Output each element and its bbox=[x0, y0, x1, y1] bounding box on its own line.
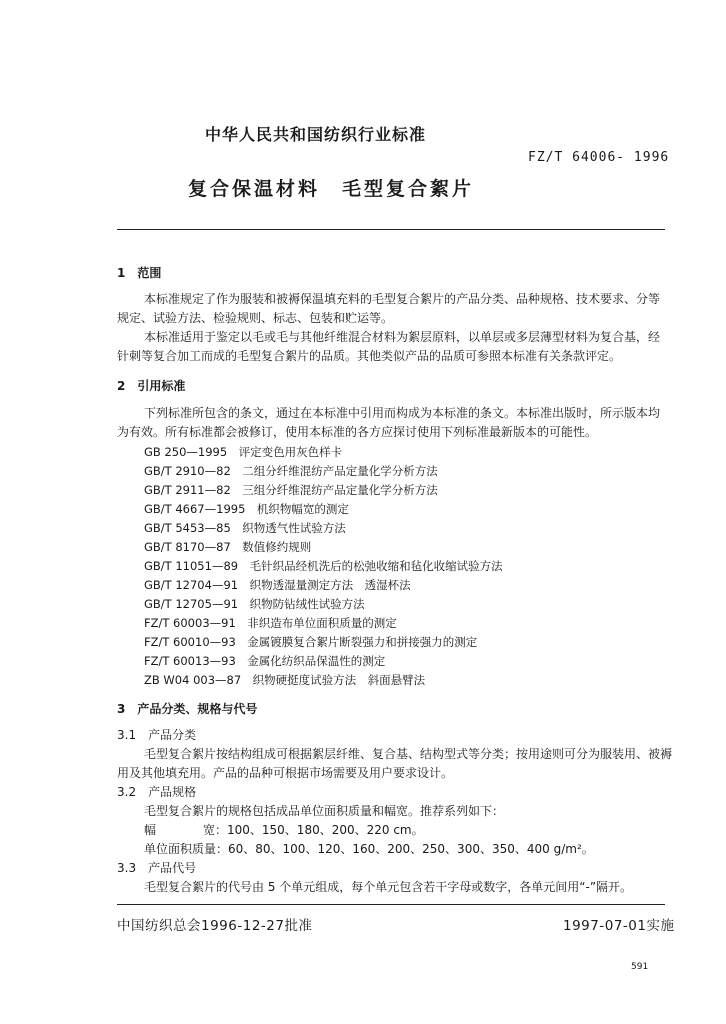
subsection-3-2-heading: 3.2 产品规格 bbox=[117, 785, 197, 799]
width-label: 幅 bbox=[144, 823, 157, 837]
width-values: 宽：100、150、180、200、220 cm。 bbox=[203, 823, 424, 837]
reference-item: ZB W04 003—87 织物硬挺度试验方法 斜面悬臂法 bbox=[144, 673, 426, 687]
section-2-heading: 2 引用标准 bbox=[117, 379, 186, 393]
reference-item: GB/T 11051—89 毛针织品经机洗后的松弛收缩和毡化收缩试验方法 bbox=[144, 559, 503, 573]
reference-item: GB/T 2910—82 二组分纤维混纺产品定量化学分析方法 bbox=[144, 464, 438, 478]
section-3-heading: 3 产品分类、规格与代号 bbox=[117, 702, 258, 716]
paragraph-line: 毛型复合絮片的代号由 5 个单元组成，每个单元包含若干字母或数字，各单元间用“-”隔开。 bbox=[144, 880, 633, 894]
reference-item: FZ/T 60013—93 金属化纺织品保温性的测定 bbox=[144, 654, 386, 668]
subsection-3-1-heading: 3.1 产品分类 bbox=[117, 728, 197, 742]
reference-item: GB/T 4667—1995 机织物幅宽的测定 bbox=[144, 502, 349, 516]
paragraph-line: 毛型复合絮片按结构组成可根据絮层纤维、复合基、结构型式等分类；按用途则可分为服装用、被褥 bbox=[144, 747, 673, 761]
paragraph-line: 本标准规定了作为服装和被褥保温填充料的毛型复合絮片的产品分类、品种规格、技术要求、分等 bbox=[144, 292, 661, 306]
footer-divider bbox=[117, 904, 665, 905]
paragraph-line: 本标准适用于鉴定以毛或毛与其他纤维混合材料为絮层原料，以单层或多层薄型材料为复合基，经 bbox=[144, 330, 661, 344]
reference-item: GB 250—1995 评定变色用灰色样卡 bbox=[144, 445, 343, 459]
reference-item: GB/T 2911—82 三组分纤维混纺产品定量化学分析方法 bbox=[144, 483, 438, 497]
reference-item: GB/T 12705—91 织物防钻绒性试验方法 bbox=[144, 597, 365, 611]
page-number: 591 bbox=[631, 962, 649, 972]
reference-item: FZ/T 60003—91 非织造布单位面积质量的测定 bbox=[144, 616, 397, 630]
paragraph-line: 规定、试验方法、检验规则、标志、包装和贮运等。 bbox=[117, 311, 394, 325]
section-1-heading: 1 范围 bbox=[117, 266, 162, 280]
reference-item: GB/T 8170—87 数值修约规则 bbox=[144, 540, 312, 554]
header-divider bbox=[117, 229, 665, 230]
approval-date: 中国纺织总会1996-12-27批准 bbox=[117, 918, 313, 934]
paragraph-line: 毛型复合絮片的规格包括成品单位面积质量和幅宽。推荐系列如下： bbox=[144, 804, 505, 818]
reference-item: FZ/T 60010—93 金属镀膜复合絮片断裂强力和拼接强力的测定 bbox=[144, 635, 478, 649]
reference-item: GB/T 5453—85 织物透气性试验方法 bbox=[144, 521, 346, 535]
effective-date: 1997-07-01实施 bbox=[563, 918, 675, 934]
paragraph-line: 为有效。所有标准都会被修订，使用本标准的各方应探讨使用下列标准最新版本的可能性。 bbox=[117, 425, 598, 439]
paragraph-line: 下列标准所包含的条文，通过在本标准中引用而构成为本标准的条文。本标准出版时，所示版本均 bbox=[144, 406, 661, 420]
paragraph-line: 用及其他填充用。产品的品种可根据市场需要及用户要求设计。 bbox=[117, 766, 454, 780]
mass-values: 单位面积质量：60、80、100、120、160、200、250、300、350、400 g/m²。 bbox=[144, 842, 594, 856]
reference-item: GB/T 12704—91 织物透湿量测定方法 透湿杯法 bbox=[144, 578, 411, 592]
standard-code: FZ/T 64006- 1996 bbox=[528, 150, 670, 165]
document-title: 复合保温材料 毛型复合絮片 bbox=[188, 178, 475, 200]
org-heading: 中华人民共和国纺织行业标准 bbox=[205, 125, 427, 144]
paragraph-line: 针刺等复合加工而成的毛型复合絮片的品质。其他类似产品的品质可参照本标准有关条款评定。 bbox=[117, 349, 622, 363]
subsection-3-3-heading: 3.3 产品代号 bbox=[117, 861, 197, 875]
